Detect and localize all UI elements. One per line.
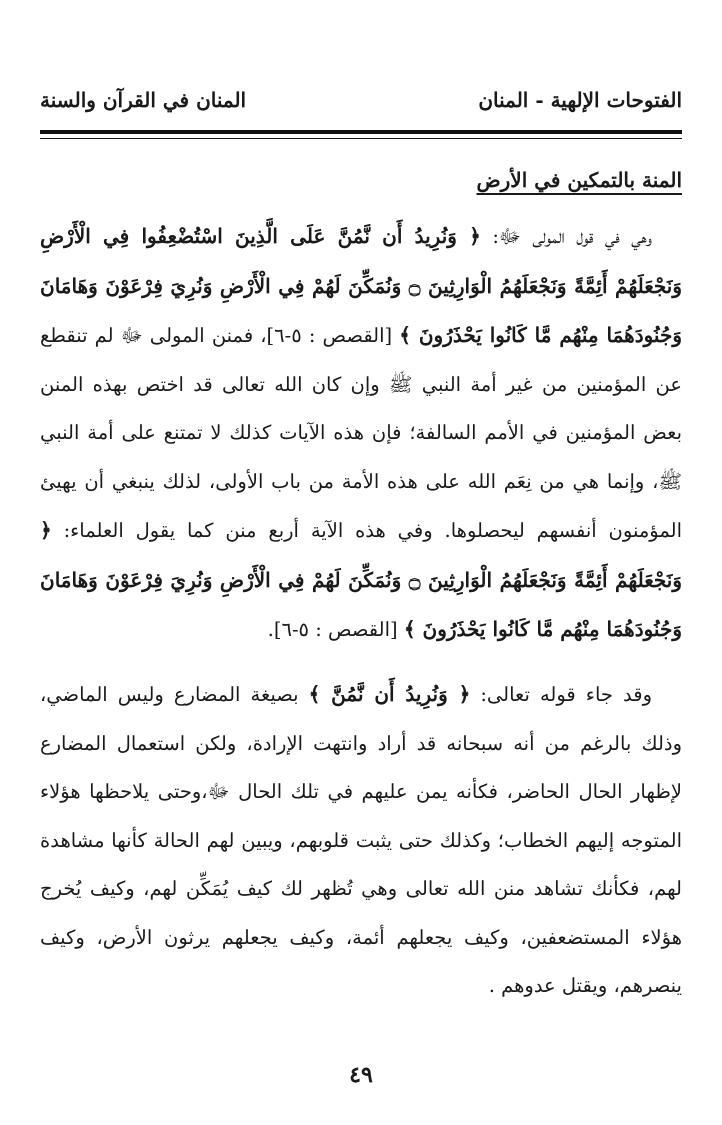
paragraph-2-intro: وقد جاء قوله تعالى: xyxy=(470,683,652,706)
paragraph-1-body: فمنن المولى ﷻ لم تنقطع عن المؤمنين من غير أمة النبي ﷺ وإن كان الله تعالى قد اختص بهذه المنن بعض المؤمنين في الأمم السالفة؛ فإن هذه الآيات كذلك لا تمتنع على أمة النبي ﷺ، وإنما هي من نِعَم الله على هذه الأمة من باب الأولى، لذلك ينبغي أن يهيئ المؤمنون أنفسهم ليحصلوها. وفي هذه الآية أربع منن كما يقول العلماء: xyxy=(40,324,682,542)
header-chapter-title: المنان في القرآن والسنة xyxy=(40,88,247,112)
page-number: ٤٩ xyxy=(349,1062,373,1088)
paragraph-1-intro: وهي في قول المولى ﷻ: xyxy=(480,225,653,248)
quran-verse-3: ﴿ وَنُرِيدُ أَن نَّمُنَّ ﴾ xyxy=(308,682,471,706)
quran-verse-1: ﴿ وَنُرِيدُ أَن نَّمُنَّ عَلَى الَّذِينَ اسْتُضْعِفُوا فِي الْأَرْضِ وَنَجْعَلَهُمْ أَئِمَّةً وَنَجْعَلَهُمُ الْوَارِثِينَ ۝ وَنُمَكِّنَ لَهُمْ فِي الْأَرْضِ وَنُرِيَ فِرْعَوْنَ وَهَامَانَ وَجُنُودَهُمَا مِنْهُم مَّا كَانُوا يَحْذَرُونَ ﴾ xyxy=(40,224,682,347)
header-book-title: الفتوحات الإلهية - المنان xyxy=(478,88,682,112)
header-rule-thin xyxy=(40,138,682,139)
paragraph-2-body: بصيغة المضارع وليس الماضي، وذلك بالرغم من أنه سبحانه قد أراد وانتهت الإرادة، ولكن استعمال المضارع لإظهار الحال الحاضر، فكأنه يمن عليهم في تلك الحال ﷻ،وحتى يلاحظها هؤلاء المتوجه إليهم الخطاب؛ وكذلك حتى يثبت قلوبهم، ويبين لهم الحالة كأنها مشاهدة لهم، فكأنك تشاهد منن الله تعالى وهي تُظهر لك كيف يُمَكِّن لهم، وكيف يُخرج هؤلاء المستضعفين، وكيف يجعلهم أئمة، وكيف يجعلهم يرثون الأرض، وكيف ينصرهم، ويقتل عدوهم . xyxy=(40,683,683,997)
quran-verse-2: ﴿ وَنَجْعَلَهُمْ أَئِمَّةً وَنَجْعَلَهُمُ الْوَارِثِينَ ۝ وَنُمَكِّنَ لَهُمْ فِي الْأَرْضِ وَنُرِيَ فِرْعَوْنَ وَهَامَانَ وَجُنُودَهُمَا مِنْهُم مَّا كَانُوا يَحْذَرُونَ ﴾ xyxy=(40,518,682,641)
header-rule-thick xyxy=(40,130,682,134)
paragraph-1 xyxy=(40,212,682,655)
verse-reference-1: [القصص : ٥-٦]، xyxy=(253,324,400,347)
running-header xyxy=(40,82,682,118)
verse-reference-2: [القصص : ٥-٦]. xyxy=(267,618,404,641)
section-heading: المنة بالتمكين في الأرض xyxy=(476,168,682,192)
paragraph-2 xyxy=(40,670,682,1011)
